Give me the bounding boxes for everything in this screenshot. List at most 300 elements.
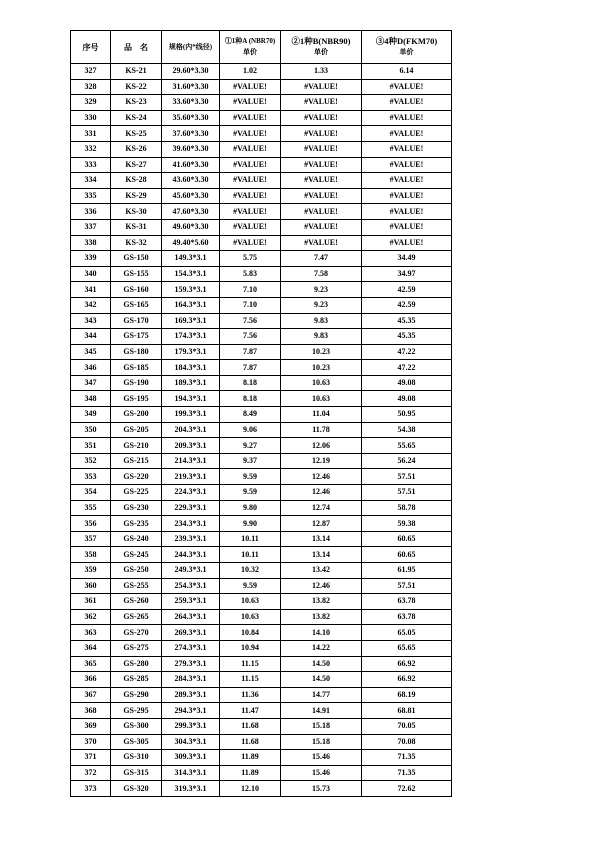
table-row — [71, 329, 452, 345]
cell-name: GS-210 — [111, 438, 162, 454]
table-header — [71, 31, 452, 64]
cell-no: 370 — [71, 734, 111, 750]
table-row — [71, 219, 452, 235]
cell-no: 345 — [71, 344, 111, 360]
cell-no: 348 — [71, 391, 111, 407]
cell-no: 327 — [71, 64, 111, 80]
table-row — [71, 157, 452, 173]
cell-price-a: 11.36 — [220, 687, 281, 703]
cell-name: GS-315 — [111, 765, 162, 781]
cell-price-a: 7.87 — [220, 360, 281, 376]
table-row — [71, 547, 452, 563]
cell-no: 340 — [71, 266, 111, 282]
cell-no: 357 — [71, 531, 111, 547]
cell-no: 365 — [71, 656, 111, 672]
cell-price-b: #VALUE! — [281, 219, 362, 235]
cell-spec: 269.3*3.1 — [162, 625, 220, 641]
cell-price-d: 65.65 — [362, 640, 452, 656]
cell-spec: 154.3*3.1 — [162, 266, 220, 282]
cell-price-a: #VALUE! — [220, 204, 281, 220]
cell-spec: 239.3*3.1 — [162, 531, 220, 547]
header-no: 序号 — [71, 31, 111, 64]
cell-price-b: 15.73 — [281, 781, 362, 797]
cell-price-a: 11.15 — [220, 656, 281, 672]
cell-name: GS-160 — [111, 282, 162, 298]
cell-price-d: 59.38 — [362, 516, 452, 532]
cell-spec: 299.3*3.1 — [162, 718, 220, 734]
cell-no: 344 — [71, 329, 111, 345]
cell-spec: 194.3*3.1 — [162, 391, 220, 407]
cell-name: GS-185 — [111, 360, 162, 376]
cell-price-d: 68.81 — [362, 703, 452, 719]
cell-price-b: 14.91 — [281, 703, 362, 719]
cell-price-d: #VALUE! — [362, 204, 452, 220]
cell-price-a: 10.84 — [220, 625, 281, 641]
cell-price-d: #VALUE! — [362, 235, 452, 251]
cell-price-b: 9.83 — [281, 329, 362, 345]
cell-name: GS-280 — [111, 656, 162, 672]
cell-spec: 234.3*3.1 — [162, 516, 220, 532]
table-row — [71, 422, 452, 438]
cell-no: 331 — [71, 126, 111, 142]
table-row — [71, 469, 452, 485]
cell-price-b: 13.14 — [281, 531, 362, 547]
cell-price-b: 9.83 — [281, 313, 362, 329]
cell-no: 347 — [71, 375, 111, 391]
cell-name: GS-230 — [111, 500, 162, 516]
cell-price-a: 11.68 — [220, 718, 281, 734]
cell-no: 366 — [71, 672, 111, 688]
cell-name: GS-195 — [111, 391, 162, 407]
cell-name: GS-190 — [111, 375, 162, 391]
cell-price-d: 61.95 — [362, 563, 452, 579]
cell-price-d: #VALUE! — [362, 110, 452, 126]
cell-price-d: 45.35 — [362, 313, 452, 329]
cell-price-d: 6.14 — [362, 64, 452, 80]
cell-price-b: #VALUE! — [281, 157, 362, 173]
cell-price-a: #VALUE! — [220, 173, 281, 189]
cell-name: GS-150 — [111, 251, 162, 267]
cell-name: KS-30 — [111, 204, 162, 220]
cell-price-a: 7.10 — [220, 282, 281, 298]
table-row — [71, 765, 452, 781]
table-row — [71, 563, 452, 579]
cell-spec: 169.3*3.1 — [162, 313, 220, 329]
price-sheet — [70, 30, 452, 797]
cell-no: 355 — [71, 500, 111, 516]
cell-no: 332 — [71, 141, 111, 157]
cell-spec: 149.3*3.1 — [162, 251, 220, 267]
cell-no: 359 — [71, 563, 111, 579]
cell-price-d: 56.24 — [362, 453, 452, 469]
table-row — [71, 453, 452, 469]
cell-price-b: 15.18 — [281, 718, 362, 734]
cell-spec: 204.3*3.1 — [162, 422, 220, 438]
cell-no: 356 — [71, 516, 111, 532]
cell-price-a: 9.27 — [220, 438, 281, 454]
cell-no: 333 — [71, 157, 111, 173]
cell-no: 372 — [71, 765, 111, 781]
cell-no: 363 — [71, 625, 111, 641]
cell-spec: 184.3*3.1 — [162, 360, 220, 376]
cell-name: GS-165 — [111, 297, 162, 313]
cell-spec: 304.3*3.1 — [162, 734, 220, 750]
cell-spec: 41.60*3.30 — [162, 157, 220, 173]
cell-price-a: #VALUE! — [220, 110, 281, 126]
cell-price-b: 12.87 — [281, 516, 362, 532]
cell-price-b: 11.04 — [281, 407, 362, 423]
cell-price-a: 7.56 — [220, 329, 281, 345]
cell-price-a: #VALUE! — [220, 126, 281, 142]
cell-price-d: 57.51 — [362, 578, 452, 594]
table-row — [71, 640, 452, 656]
cell-price-d: 42.59 — [362, 282, 452, 298]
cell-price-d: 65.05 — [362, 625, 452, 641]
cell-price-b: 14.77 — [281, 687, 362, 703]
header-price-d: ③4种D(FKM70) 单价 — [362, 31, 452, 64]
cell-price-a: 9.90 — [220, 516, 281, 532]
cell-price-d: 71.35 — [362, 750, 452, 766]
cell-no: 371 — [71, 750, 111, 766]
cell-name: GS-290 — [111, 687, 162, 703]
cell-no: 369 — [71, 718, 111, 734]
cell-price-d: 57.51 — [362, 485, 452, 501]
cell-price-d: #VALUE! — [362, 219, 452, 235]
cell-price-a: 8.49 — [220, 407, 281, 423]
cell-price-d: 57.51 — [362, 469, 452, 485]
cell-name: GS-180 — [111, 344, 162, 360]
cell-spec: 33.60*3.30 — [162, 95, 220, 111]
cell-price-d: 63.78 — [362, 609, 452, 625]
cell-spec: 159.3*3.1 — [162, 282, 220, 298]
cell-spec: 189.3*3.1 — [162, 375, 220, 391]
cell-no: 346 — [71, 360, 111, 376]
cell-name: KS-27 — [111, 157, 162, 173]
header-price-b: ②1种B(NBR90) 单价 — [281, 31, 362, 64]
cell-no: 353 — [71, 469, 111, 485]
cell-price-d: #VALUE! — [362, 95, 452, 111]
table-row — [71, 516, 452, 532]
table-row — [71, 781, 452, 797]
cell-price-b: 13.42 — [281, 563, 362, 579]
cell-no: 334 — [71, 173, 111, 189]
cell-price-a: 10.11 — [220, 547, 281, 563]
cell-price-d: #VALUE! — [362, 173, 452, 189]
cell-name: GS-175 — [111, 329, 162, 345]
cell-spec: 199.3*3.1 — [162, 407, 220, 423]
cell-price-a: 8.18 — [220, 375, 281, 391]
cell-price-a: 9.37 — [220, 453, 281, 469]
cell-price-d: 58.78 — [362, 500, 452, 516]
cell-price-a: 1.02 — [220, 64, 281, 80]
cell-spec: 279.3*3.1 — [162, 656, 220, 672]
cell-name: GS-305 — [111, 734, 162, 750]
cell-spec: 39.60*3.30 — [162, 141, 220, 157]
cell-price-a: 11.68 — [220, 734, 281, 750]
cell-name: KS-28 — [111, 173, 162, 189]
cell-price-d: #VALUE! — [362, 126, 452, 142]
cell-price-d: 34.49 — [362, 251, 452, 267]
cell-price-b: 13.14 — [281, 547, 362, 563]
cell-price-a: 11.89 — [220, 765, 281, 781]
cell-name: GS-170 — [111, 313, 162, 329]
cell-name: GS-295 — [111, 703, 162, 719]
cell-price-a: 9.59 — [220, 578, 281, 594]
cell-price-d: #VALUE! — [362, 188, 452, 204]
cell-name: KS-21 — [111, 64, 162, 80]
cell-name: GS-285 — [111, 672, 162, 688]
cell-price-d: 63.78 — [362, 594, 452, 610]
cell-no: 336 — [71, 204, 111, 220]
cell-price-b: 12.74 — [281, 500, 362, 516]
cell-price-a: 5.83 — [220, 266, 281, 282]
cell-no: 352 — [71, 453, 111, 469]
cell-spec: 47.60*3.30 — [162, 204, 220, 220]
cell-price-a: #VALUE! — [220, 95, 281, 111]
cell-name: KS-23 — [111, 95, 162, 111]
cell-price-a: 11.15 — [220, 672, 281, 688]
cell-price-a: 10.94 — [220, 640, 281, 656]
cell-price-a: 11.47 — [220, 703, 281, 719]
table-row — [71, 375, 452, 391]
cell-spec: 264.3*3.1 — [162, 609, 220, 625]
cell-price-d: 49.08 — [362, 391, 452, 407]
table-row — [71, 282, 452, 298]
cell-name: GS-235 — [111, 516, 162, 532]
cell-spec: 31.60*3.30 — [162, 79, 220, 95]
cell-name: KS-32 — [111, 235, 162, 251]
cell-no: 361 — [71, 594, 111, 610]
table-row — [71, 656, 452, 672]
cell-price-d: #VALUE! — [362, 141, 452, 157]
cell-price-b: 15.18 — [281, 734, 362, 750]
cell-price-b: #VALUE! — [281, 126, 362, 142]
cell-price-d: 72.62 — [362, 781, 452, 797]
cell-name: KS-25 — [111, 126, 162, 142]
table-row — [71, 750, 452, 766]
table-row — [71, 95, 452, 111]
cell-price-d: #VALUE! — [362, 79, 452, 95]
cell-spec: 289.3*3.1 — [162, 687, 220, 703]
table-row — [71, 141, 452, 157]
table-row — [71, 718, 452, 734]
cell-spec: 309.3*3.1 — [162, 750, 220, 766]
cell-no: 343 — [71, 313, 111, 329]
cell-price-d: 47.22 — [362, 360, 452, 376]
cell-price-d: 47.22 — [362, 344, 452, 360]
cell-price-b: 12.19 — [281, 453, 362, 469]
cell-spec: 49.60*3.30 — [162, 219, 220, 235]
cell-price-b: 12.46 — [281, 578, 362, 594]
cell-price-b: 14.50 — [281, 656, 362, 672]
cell-price-a: 9.59 — [220, 485, 281, 501]
cell-price-a: 7.10 — [220, 297, 281, 313]
cell-spec: 174.3*3.1 — [162, 329, 220, 345]
table-row — [71, 110, 452, 126]
table-row — [71, 485, 452, 501]
table-row — [71, 734, 452, 750]
cell-price-b: 14.50 — [281, 672, 362, 688]
table-row — [71, 625, 452, 641]
cell-spec: 29.60*3.30 — [162, 64, 220, 80]
table-row — [71, 391, 452, 407]
cell-name: KS-31 — [111, 219, 162, 235]
cell-name: GS-240 — [111, 531, 162, 547]
cell-name: GS-245 — [111, 547, 162, 563]
table-row — [71, 360, 452, 376]
cell-price-d: #VALUE! — [362, 157, 452, 173]
cell-price-b: #VALUE! — [281, 188, 362, 204]
cell-price-a: 8.18 — [220, 391, 281, 407]
cell-spec: 43.60*3.30 — [162, 173, 220, 189]
cell-price-b: 9.23 — [281, 297, 362, 313]
cell-name: GS-320 — [111, 781, 162, 797]
cell-no: 342 — [71, 297, 111, 313]
cell-price-d: 60.65 — [362, 531, 452, 547]
cell-no: 339 — [71, 251, 111, 267]
cell-no: 350 — [71, 422, 111, 438]
table-row — [71, 500, 452, 516]
header-name: 品 名 — [111, 31, 162, 64]
table-row — [71, 438, 452, 454]
cell-price-b: 13.82 — [281, 594, 362, 610]
cell-spec: 209.3*3.1 — [162, 438, 220, 454]
table-row — [71, 251, 452, 267]
cell-price-b: 9.23 — [281, 282, 362, 298]
cell-name: GS-310 — [111, 750, 162, 766]
cell-name: KS-22 — [111, 79, 162, 95]
header-row — [71, 31, 452, 64]
cell-price-b: 14.22 — [281, 640, 362, 656]
cell-spec: 259.3*3.1 — [162, 594, 220, 610]
cell-price-b: 12.06 — [281, 438, 362, 454]
cell-spec: 164.3*3.1 — [162, 297, 220, 313]
cell-price-d: 42.59 — [362, 297, 452, 313]
table-row — [71, 703, 452, 719]
cell-spec: 35.60*3.30 — [162, 110, 220, 126]
cell-spec: 49.40*5.60 — [162, 235, 220, 251]
cell-spec: 314.3*3.1 — [162, 765, 220, 781]
cell-spec: 274.3*3.1 — [162, 640, 220, 656]
cell-spec: 224.3*3.1 — [162, 485, 220, 501]
cell-price-d: 68.19 — [362, 687, 452, 703]
cell-price-d: 49.08 — [362, 375, 452, 391]
cell-no: 373 — [71, 781, 111, 797]
cell-no: 337 — [71, 219, 111, 235]
cell-price-a: #VALUE! — [220, 235, 281, 251]
cell-name: KS-29 — [111, 188, 162, 204]
cell-price-b: 15.46 — [281, 750, 362, 766]
cell-price-b: 13.82 — [281, 609, 362, 625]
cell-no: 341 — [71, 282, 111, 298]
cell-price-b: 12.46 — [281, 469, 362, 485]
cell-name: GS-215 — [111, 453, 162, 469]
cell-name: KS-24 — [111, 110, 162, 126]
cell-price-a: 10.11 — [220, 531, 281, 547]
table-row — [71, 297, 452, 313]
cell-price-a: #VALUE! — [220, 157, 281, 173]
table-row — [71, 313, 452, 329]
cell-spec: 319.3*3.1 — [162, 781, 220, 797]
table-row — [71, 344, 452, 360]
cell-price-b: 14.10 — [281, 625, 362, 641]
cell-spec: 37.60*3.30 — [162, 126, 220, 142]
table-row — [71, 407, 452, 423]
cell-price-b: 10.63 — [281, 391, 362, 407]
cell-no: 362 — [71, 609, 111, 625]
cell-no: 329 — [71, 95, 111, 111]
cell-price-b: #VALUE! — [281, 141, 362, 157]
cell-price-a: #VALUE! — [220, 79, 281, 95]
cell-price-b: #VALUE! — [281, 110, 362, 126]
cell-price-d: 66.92 — [362, 672, 452, 688]
cell-spec: 284.3*3.1 — [162, 672, 220, 688]
price-table — [70, 30, 452, 797]
cell-price-d: 66.92 — [362, 656, 452, 672]
cell-no: 358 — [71, 547, 111, 563]
cell-price-b: 7.58 — [281, 266, 362, 282]
table-row — [71, 594, 452, 610]
table-row — [71, 609, 452, 625]
cell-price-a: #VALUE! — [220, 219, 281, 235]
cell-name: GS-200 — [111, 407, 162, 423]
cell-price-d: 70.08 — [362, 734, 452, 750]
table-row — [71, 126, 452, 142]
cell-name: GS-300 — [111, 718, 162, 734]
cell-no: 349 — [71, 407, 111, 423]
cell-price-b: #VALUE! — [281, 204, 362, 220]
cell-price-b: #VALUE! — [281, 173, 362, 189]
cell-name: GS-220 — [111, 469, 162, 485]
cell-price-d: 34.97 — [362, 266, 452, 282]
cell-price-a: 7.56 — [220, 313, 281, 329]
header-price-a: ①1种A (NBR70) 单价 — [220, 31, 281, 64]
cell-no: 364 — [71, 640, 111, 656]
cell-no: 328 — [71, 79, 111, 95]
cell-name: GS-260 — [111, 594, 162, 610]
cell-no: 354 — [71, 485, 111, 501]
cell-price-a: 5.75 — [220, 251, 281, 267]
cell-name: GS-255 — [111, 578, 162, 594]
cell-price-a: 12.10 — [220, 781, 281, 797]
cell-price-a: 11.89 — [220, 750, 281, 766]
cell-price-d: 55.65 — [362, 438, 452, 454]
cell-price-b: #VALUE! — [281, 235, 362, 251]
cell-price-b: 10.23 — [281, 344, 362, 360]
cell-price-a: 10.63 — [220, 594, 281, 610]
cell-name: GS-225 — [111, 485, 162, 501]
cell-no: 335 — [71, 188, 111, 204]
table-row — [71, 235, 452, 251]
cell-spec: 214.3*3.1 — [162, 453, 220, 469]
cell-name: KS-26 — [111, 141, 162, 157]
cell-price-a: 9.80 — [220, 500, 281, 516]
cell-spec: 294.3*3.1 — [162, 703, 220, 719]
cell-price-d: 50.95 — [362, 407, 452, 423]
cell-price-b: 10.23 — [281, 360, 362, 376]
cell-name: GS-155 — [111, 266, 162, 282]
table-row — [71, 266, 452, 282]
table-row — [71, 188, 452, 204]
table-row — [71, 64, 452, 80]
cell-price-d: 54.38 — [362, 422, 452, 438]
cell-spec: 45.60*3.30 — [162, 188, 220, 204]
cell-spec: 229.3*3.1 — [162, 500, 220, 516]
table-row — [71, 173, 452, 189]
table-body — [71, 64, 452, 797]
cell-no: 360 — [71, 578, 111, 594]
cell-spec: 179.3*3.1 — [162, 344, 220, 360]
